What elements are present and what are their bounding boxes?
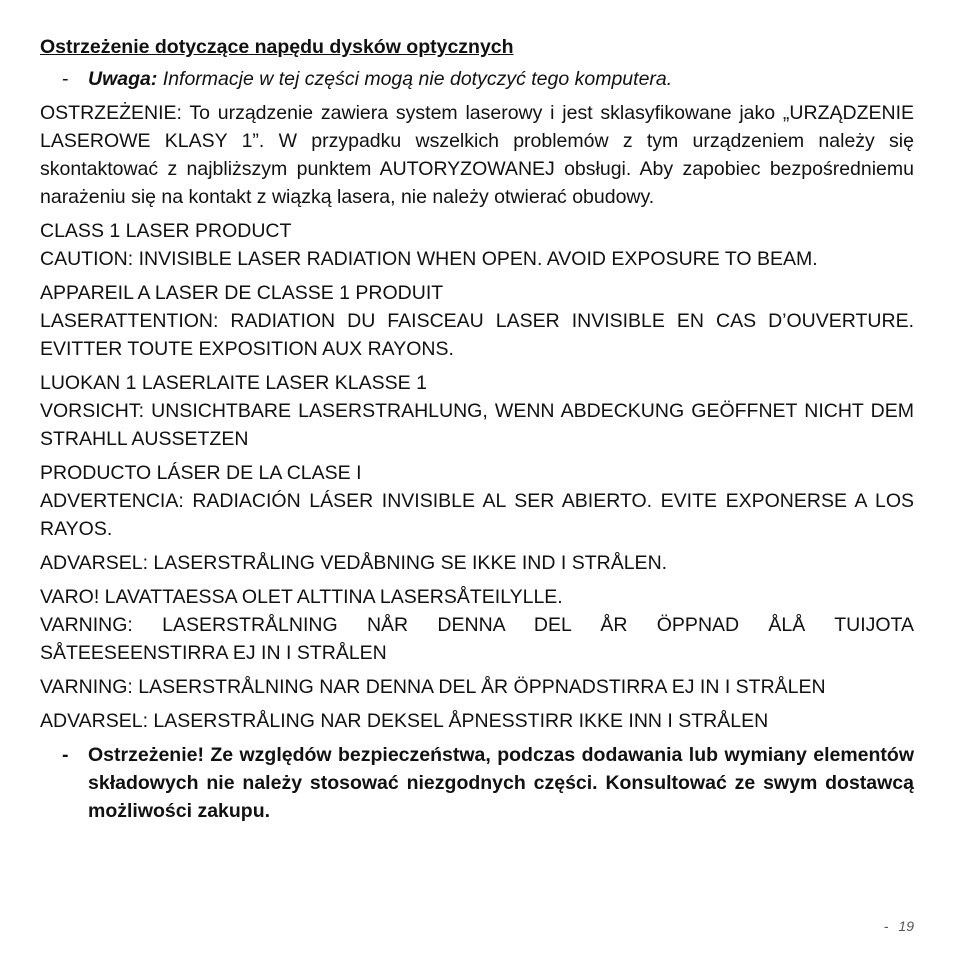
laser-block-es [40, 459, 914, 543]
block-title: ADVARSEL: LASERSTRÅLING NAR DEKSEL ÅPNESSTIRR IKKE INN I STRÅLEN [40, 710, 769, 732]
note-dash: - [62, 68, 69, 90]
block-title: VARO! LAVATTAESSA OLET ALTTINA LASERSÅTEILYLLE. [40, 586, 563, 608]
note-text: Informacje w tej części mogą nie dotyczyć tego komputera. [157, 68, 673, 90]
block-title: CLASS 1 LASER PRODUCT [40, 220, 292, 242]
block-body: LASERATTENTION: RADIATION DU FAISCEAU LASER INVISIBLE EN CAS D’OUVERTURE. EVITTER TOUTE EXPOSITION AUX RAYONS. [40, 310, 914, 360]
laser-block-no [40, 707, 914, 735]
block-body: VARNING: LASERSTRÅLNING NÅR DENNA DEL ÅR ÖPPNAD ÅLÅ TUIJOTA SÅTEESEENSTIRRA EJ IN I STRÅLEN [40, 614, 914, 664]
note-label: Uwaga: [88, 68, 158, 90]
block-title: LUOKAN 1 LASERLAITE LASER KLASSE 1 [40, 372, 427, 394]
block-title: APPAREIL A LASER DE CLASSE 1 PRODUIT [40, 282, 444, 304]
intro-paragraph: OSTRZEŻENIE: To urządzenie zawiera system laserowy i jest sklasyfikowane jako „URZĄDZENIE LASEROWE KLASY 1”. W przypadku wszelkich problemów z tym urządzeniem należy się skontaktować z najbliższym punktem AUTORYZOWANEJ obsługi. Aby zapobiec bezpośredniemu narażeniu się na kontakt z wiązką lasera, nie należy otwierać obudowy. [40, 102, 914, 208]
document-page [40, 33, 914, 825]
laser-block-fr [40, 279, 914, 363]
note [40, 65, 914, 93]
page-number-dash: - [883, 918, 889, 934]
page-number [884, 918, 914, 934]
block-body: ADVERTENCIA: RADIACIÓN LÁSER INVISIBLE AL SER ABIERTO. EVITE EXPONERSE A LOS RAYOS. [40, 490, 914, 540]
block-title: PRODUCTO LÁSER DE LA CLASE I [40, 462, 362, 484]
block-body: VARNING: LASERSTRÅLNING NAR DENNA DEL ÅR ÖPPNADSTIRRA EJ IN I STRÅLEN [40, 676, 826, 698]
laser-block-sv [40, 673, 914, 701]
laser-block-da [40, 549, 914, 577]
warning-text: Ostrzeżenie! Ze względów bezpieczeństwa, podczas dodawania lub wymiany elementów składowych nie należy stosować niezgodnych części. Konsultować ze swym dostawcą możliwości zakupu. [88, 744, 914, 822]
safety-warning [40, 741, 914, 825]
block-body: VORSICHT: UNSICHTBARE LASERSTRAHLUNG, WENN ABDECKUNG GEÖFFNET NICHT DEM STRAHLL AUSSETZEN [40, 400, 914, 450]
section-heading: Ostrzeżenie dotyczące napędu dysków optycznych [40, 36, 514, 58]
laser-block-de [40, 369, 914, 453]
warning-dash: - [62, 744, 69, 766]
block-body: CAUTION: INVISIBLE LASER RADIATION WHEN OPEN. AVOID EXPOSURE TO BEAM. [40, 248, 818, 270]
block-title: ADVARSEL: LASERSTRÅLING VEDÅBNING SE IKKE IND I STRÅLEN. [40, 552, 668, 574]
page-number-value: 19 [898, 918, 914, 934]
laser-block-en [40, 217, 914, 273]
laser-block-fi [40, 583, 914, 667]
